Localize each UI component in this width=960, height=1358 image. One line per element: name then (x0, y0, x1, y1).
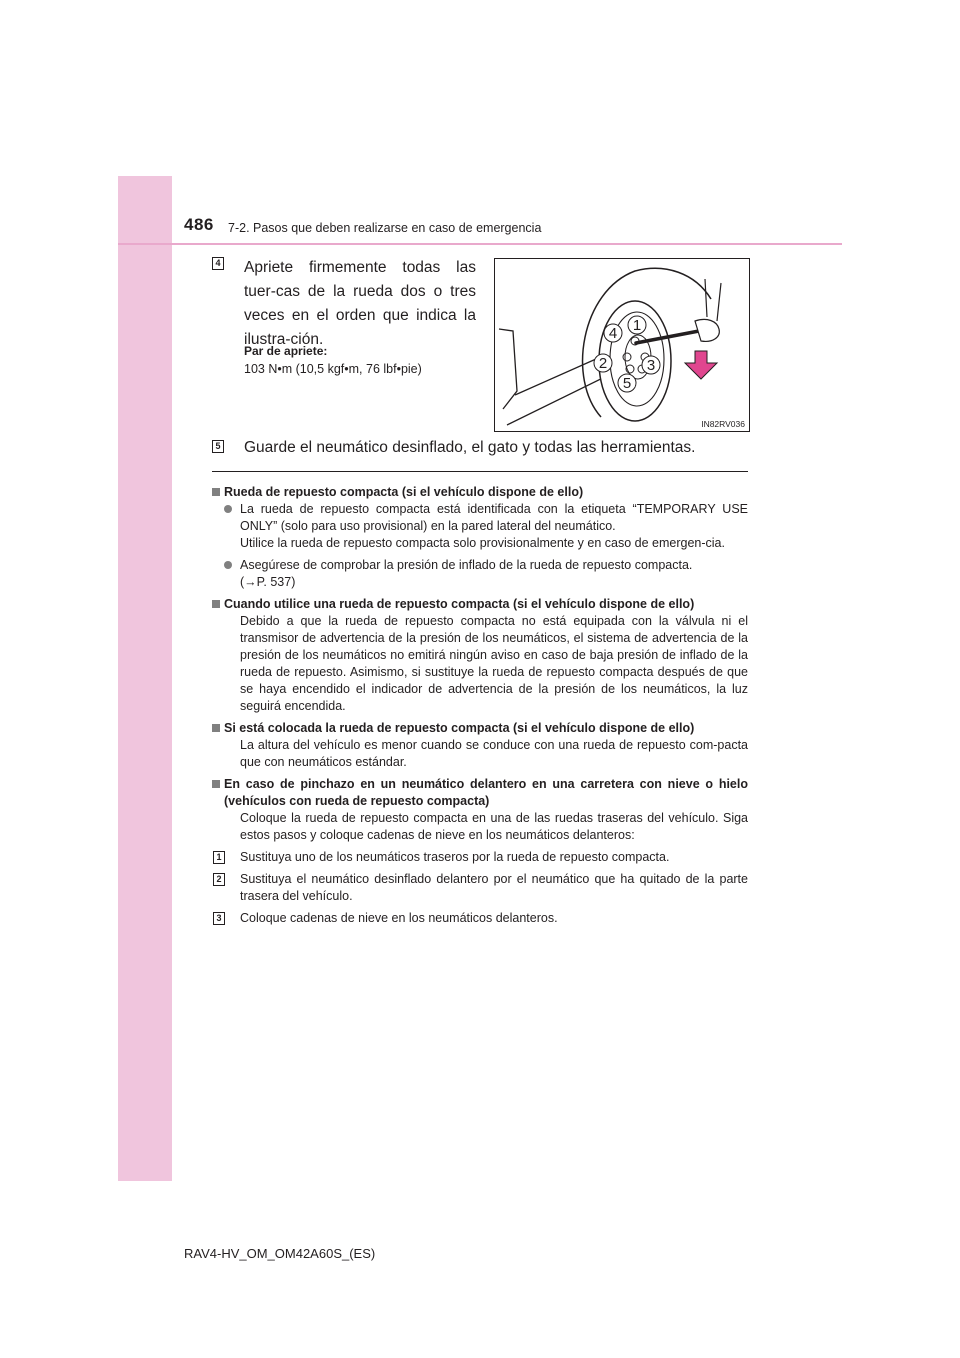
figure-code: IN82RV036 (701, 419, 745, 429)
substep-3 (212, 910, 748, 927)
substep-1 (212, 849, 748, 866)
note-heading-compact-spare: Rueda de repuesto compacta (si el vehículo dispone de ello) (212, 484, 748, 501)
substep-2 (212, 871, 748, 905)
torque-label: Par de apriete: (244, 344, 328, 358)
substep-2-text: Sustituya el neumático desinflado delantero por el neumático que ha quitado de la parte trasera del vehículo. (240, 872, 748, 903)
header-rule (118, 243, 842, 245)
section-title: 7-2. Pasos que deben realizarse en caso de emergencia (228, 221, 542, 235)
note-bullet-temporary-label: La rueda de repuesto compacta está identificada con la etiqueta “TEMPORARY USE ONLY” (solo para uso provisional) en la pared lateral del neumático. (212, 501, 748, 535)
note-page-reference: (→P. 537) (240, 575, 296, 589)
substep-3-text: Coloque cadenas de nieve en los neumáticos delanteros. (240, 911, 558, 925)
note-body-using-spare: Debido a que la rueda de repuesto compacta no está equipada con la válvula ni el transmisor de advertencia de la presión de los neumáticos, el sistema de advertencia de la presión de los neumáticos no emitirá ningún aviso en caso de baja presión de inflado de la rueda de repuesto. Asimismo, si sustituye la rueda de repuesto compacta después de que se haya encendido el indicador de advertencia de la presión de los neumáticos, la luz seguirá encendida. (240, 614, 748, 713)
note-body-snow-flat: Coloque la rueda de repuesto compacta en una de las ruedas traseras del vehículo. Siga estos pasos y coloque cadenas de nieve en los neumáticos delanteros: (240, 811, 748, 842)
step-number-5: 5 (212, 440, 224, 453)
note-heading-snow-flat: En caso de pinchazo en un neumático delantero en una carretera con nieve o hielo (vehículos con rueda de repuesto compacta) (212, 776, 748, 810)
sequence-label-3: 3 (646, 357, 656, 374)
substep-number-2: 2 (213, 873, 225, 886)
page-number: 486 (184, 215, 214, 234)
section-divider (212, 471, 748, 472)
note-heading-spare-installed: Si está colocada la rueda de repuesto compacta (si el vehículo dispone de ello) (212, 720, 748, 737)
sequence-label-2: 2 (598, 355, 608, 372)
lug-nut-tightening-figure (494, 258, 750, 432)
note-bullet-check-pressure: Asegúrese de comprobar la presión de inflado de la rueda de repuesto compacta. (212, 557, 748, 574)
sequence-label-5: 5 (622, 375, 632, 392)
step-number-4: 4 (212, 257, 224, 270)
document-code: RAV4-HV_OM_OM42A60S_(ES) (184, 1246, 376, 1261)
note-bullet-temporary-use: Utilice la rueda de repuesto compacta solo provisionalmente y en caso de emergen-cia. (240, 536, 725, 550)
substep-1-text: Sustituya uno de los neumáticos traseros por la rueda de repuesto compacta. (240, 850, 670, 864)
torque-value: 103 N•m (10,5 kgf•m, 76 lbf•pie) (244, 362, 422, 376)
notes-section (212, 484, 748, 927)
sequence-label-4: 4 (608, 325, 618, 342)
step-4-text: Apriete firmemente todas las tuer-cas de la rueda dos o tres veces en el orden que indica la ilustra-ción. (244, 259, 476, 348)
substep-number-1: 1 (213, 851, 225, 864)
note-body-spare-installed: La altura del vehículo es menor cuando se conduce con una rueda de repuesto com-pacta que con neumáticos estándar. (240, 738, 748, 769)
wheel-wrench-illustration (495, 259, 749, 431)
page-sidebar-tab (118, 176, 172, 1181)
step-5-text: Guarde el neumático desinflado, el gato y todas las herramientas. (244, 439, 696, 456)
note-heading-using-spare: Cuando utilice una rueda de repuesto compacta (si el vehículo dispone de ello) (212, 596, 748, 613)
sequence-label-1: 1 (632, 317, 642, 334)
substep-number-3: 3 (213, 912, 225, 925)
